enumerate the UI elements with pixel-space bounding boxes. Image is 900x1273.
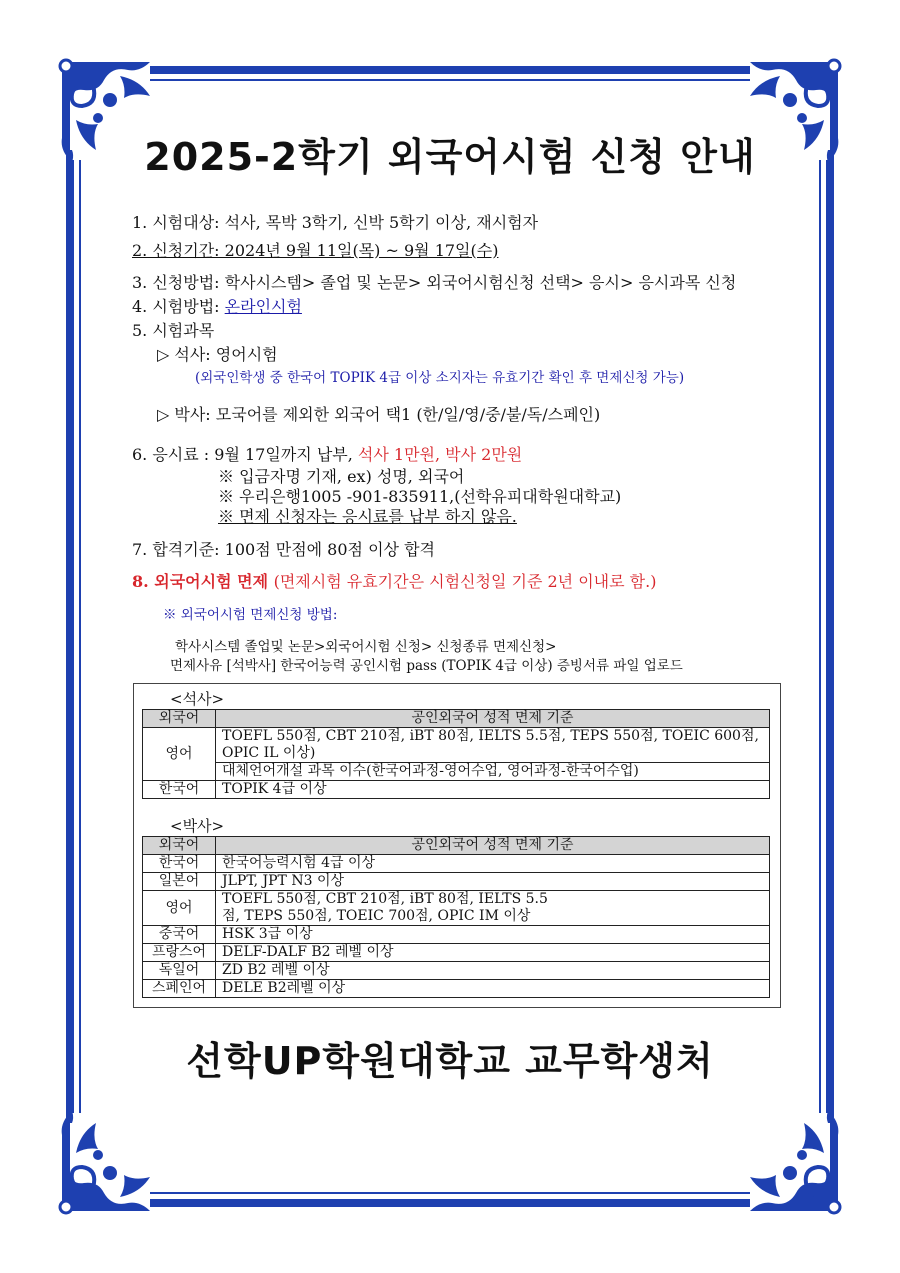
item-period: 2. 신청기간: 2024년 9월 11일(목) ~ 9월 17일(수)	[132, 241, 499, 260]
row-criteria: TOPIK 4급 이상	[216, 781, 770, 799]
exemption-method: ※ 외국어시험 면제신청 방법:	[163, 607, 338, 623]
item-method-exam	[132, 297, 302, 317]
table-header-row	[143, 837, 770, 855]
exemption-path: 학사시스템 졸업및 논문>외국어시험 신청> 신청종류 면제신청>	[175, 639, 557, 655]
table-header-row	[143, 710, 770, 728]
subject-phd: ▷ 박사: 모국어를 제외한 외국어 택1 (한/일/영/중/불/독/스페인)	[157, 405, 601, 424]
row-criteria: DELF-DALF B2 레벨 이상	[216, 944, 770, 962]
fee-note-name: ※ 입금자명 기재, ex) 성명, 외국어	[218, 467, 465, 486]
fee-label: 6. 응시료 : 9월 17일까지 납부,	[132, 445, 358, 464]
subject-master: ▷ 석사: 영어시험	[157, 345, 278, 364]
row-criteria: TOEFL 550점, CBT 210점, iBT 80점, IELTS 5.5점, TEPS 550점, TOEIC 700점, OPIC IM 이상	[216, 891, 770, 926]
table-row	[143, 855, 770, 873]
method-exam-label: 4. 시험방법:	[132, 297, 225, 316]
table-row	[143, 891, 770, 926]
row-criteria: DELE B2레벨 이상	[216, 980, 770, 998]
row-criteria: 대체언어개설 과목 이수(한국어과정-영어수업, 영어과정-한국어수업)	[216, 763, 770, 781]
row-criteria: ZD B2 레벨 이상	[216, 962, 770, 980]
table-row	[143, 873, 770, 891]
phd-criteria-table	[142, 836, 770, 998]
subject-master-note: (외국인학생 중 한국어 TOPIK 4급 이상 소지자는 유효기간 확인 후 면제신청 가능)	[195, 370, 685, 386]
table-row	[143, 944, 770, 962]
master-table-caption: <석사>	[170, 690, 225, 708]
table-row	[143, 781, 770, 799]
row-criteria: 한국어능력시험 4급 이상	[216, 855, 770, 873]
header-language: 외국어	[143, 837, 216, 855]
row-language: 중국어	[143, 926, 216, 944]
header-criteria: 공인외국어 성적 면제 기준	[216, 710, 770, 728]
master-criteria-table	[142, 709, 770, 799]
item-method-apply: 3. 신청방법: 학사시스템> 졸업 및 논문> 외국어시험신청 선택> 응시> 응시과목 신청	[132, 273, 737, 292]
row-language: 영어	[143, 891, 216, 926]
row-language: 한국어	[143, 781, 216, 799]
row-language: 영어	[143, 728, 216, 781]
table-row	[143, 926, 770, 944]
item-subjects: 5. 시험과목	[132, 321, 215, 340]
online-exam-link[interactable]: 온라인시험	[224, 297, 302, 316]
row-language: 독일어	[143, 962, 216, 980]
table-row	[143, 728, 770, 763]
row-language: 스페인어	[143, 980, 216, 998]
fee-value: 석사 1만원, 박사 2만원	[357, 445, 523, 464]
item-target: 1. 시험대상: 석사, 목박 3학기, 신박 5학기 이상, 재시험자	[132, 213, 539, 232]
row-criteria: JLPT, JPT N3 이상	[216, 873, 770, 891]
fee-note-exempt: ※ 면제 신청자는 응시료를 납부 하지 않음.	[218, 507, 517, 526]
row-criteria: TOEFL 550점, CBT 210점, iBT 80점, IELTS 5.5점, TEPS 550점, TOEIC 600점, OPIC IL 이상)	[216, 728, 770, 763]
header-criteria: 공인외국어 성적 면제 기준	[216, 837, 770, 855]
issuer-footer: 선학UP학원대학교 교무학생처	[186, 1039, 714, 1083]
row-language: 한국어	[143, 855, 216, 873]
item-exemption: 8. 외국어시험 면제 (면제시험 유효기간은 시험신청일 기준 2년 이내로 함.)	[132, 572, 657, 591]
row-language: 프랑스어	[143, 944, 216, 962]
table-row	[143, 763, 770, 781]
row-language: 일본어	[143, 873, 216, 891]
header-language: 외국어	[143, 710, 216, 728]
table-row	[143, 962, 770, 980]
row-criteria: HSK 3급 이상	[216, 926, 770, 944]
phd-table-caption: <박사>	[170, 817, 225, 835]
page-title: 2025-2학기 외국어시험 신청 안내	[144, 135, 756, 179]
item-pass: 7. 합격기준: 100점 만점에 80점 이상 합격	[132, 540, 435, 559]
fee-note-account: ※ 우리은행1005 -901-835911,(선학유피대학원대학교)	[218, 487, 622, 506]
exemption-reason: 면제사유 [석박사] 한국어능력 공인시험 pass (TOPIK 4급 이상) 증빙서류 파일 업로드	[170, 658, 683, 674]
table-row	[143, 980, 770, 998]
item-fee	[132, 445, 522, 465]
